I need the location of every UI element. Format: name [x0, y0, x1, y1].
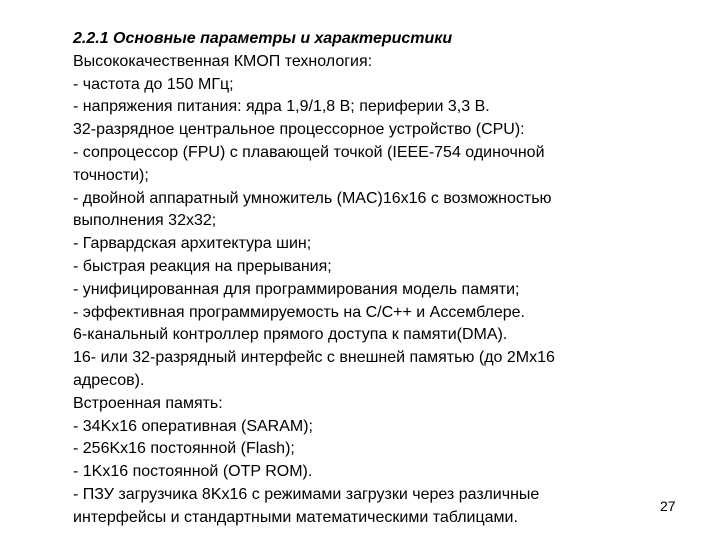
- text-line: выполнения 32x32;: [73, 212, 217, 230]
- text-line: точности);: [73, 166, 149, 184]
- text-line: - 256Kx16 постоянной (Flash);: [73, 440, 295, 458]
- text-line: 6-канальный контроллер прямого доступа к памяти(DMA).: [73, 326, 508, 344]
- section-heading: 2.2.1 Основные параметры и характеристики: [73, 30, 453, 47]
- text-line: - напряжения питания: ядра 1,9/1,8 В; периферии 3,3 В.: [73, 98, 490, 116]
- text-line: - эффективная программируемость на C/C++ и Ассемблере.: [73, 303, 525, 321]
- slide-content: [73, 28, 673, 530]
- text-line: - двойной аппаратный умножитель (MAC)16x16 с возможностью: [73, 189, 552, 207]
- text-line: - быстрая реакция на прерывания;: [73, 257, 332, 275]
- page-number: 27: [660, 498, 676, 514]
- text-line: Высококачественная КМОП технология:: [73, 52, 373, 70]
- text-line: - Гарвардская архитектура шин;: [73, 235, 312, 253]
- text-line: Встроенная память:: [73, 394, 223, 412]
- text-line: интерфейсы и стандартными математическими таблицами.: [73, 508, 518, 526]
- text-line: - сопроцессор (FPU) с плавающей точкой (IEEE-754 одиночной: [73, 143, 545, 161]
- text-line: - ПЗУ загрузчика 8Kx16 с режимами загрузки через различные: [73, 485, 540, 503]
- text-line: - частота до 150 МГц;: [73, 75, 234, 93]
- text-line: - 34Kx16 оперативная (SARAM);: [73, 417, 313, 435]
- text-line: 16- или 32-разрядный интерфейс с внешней памятью (до 2Mx16: [73, 349, 555, 367]
- text-line: адресов).: [73, 371, 145, 389]
- text-line: - унифицированная для программирования модель памяти;: [73, 280, 520, 298]
- text-line: - 1Kx16 постоянной (OTP ROM).: [73, 463, 313, 481]
- text-line: 32-разрядное центральное процессорное устройство (CPU):: [73, 121, 525, 139]
